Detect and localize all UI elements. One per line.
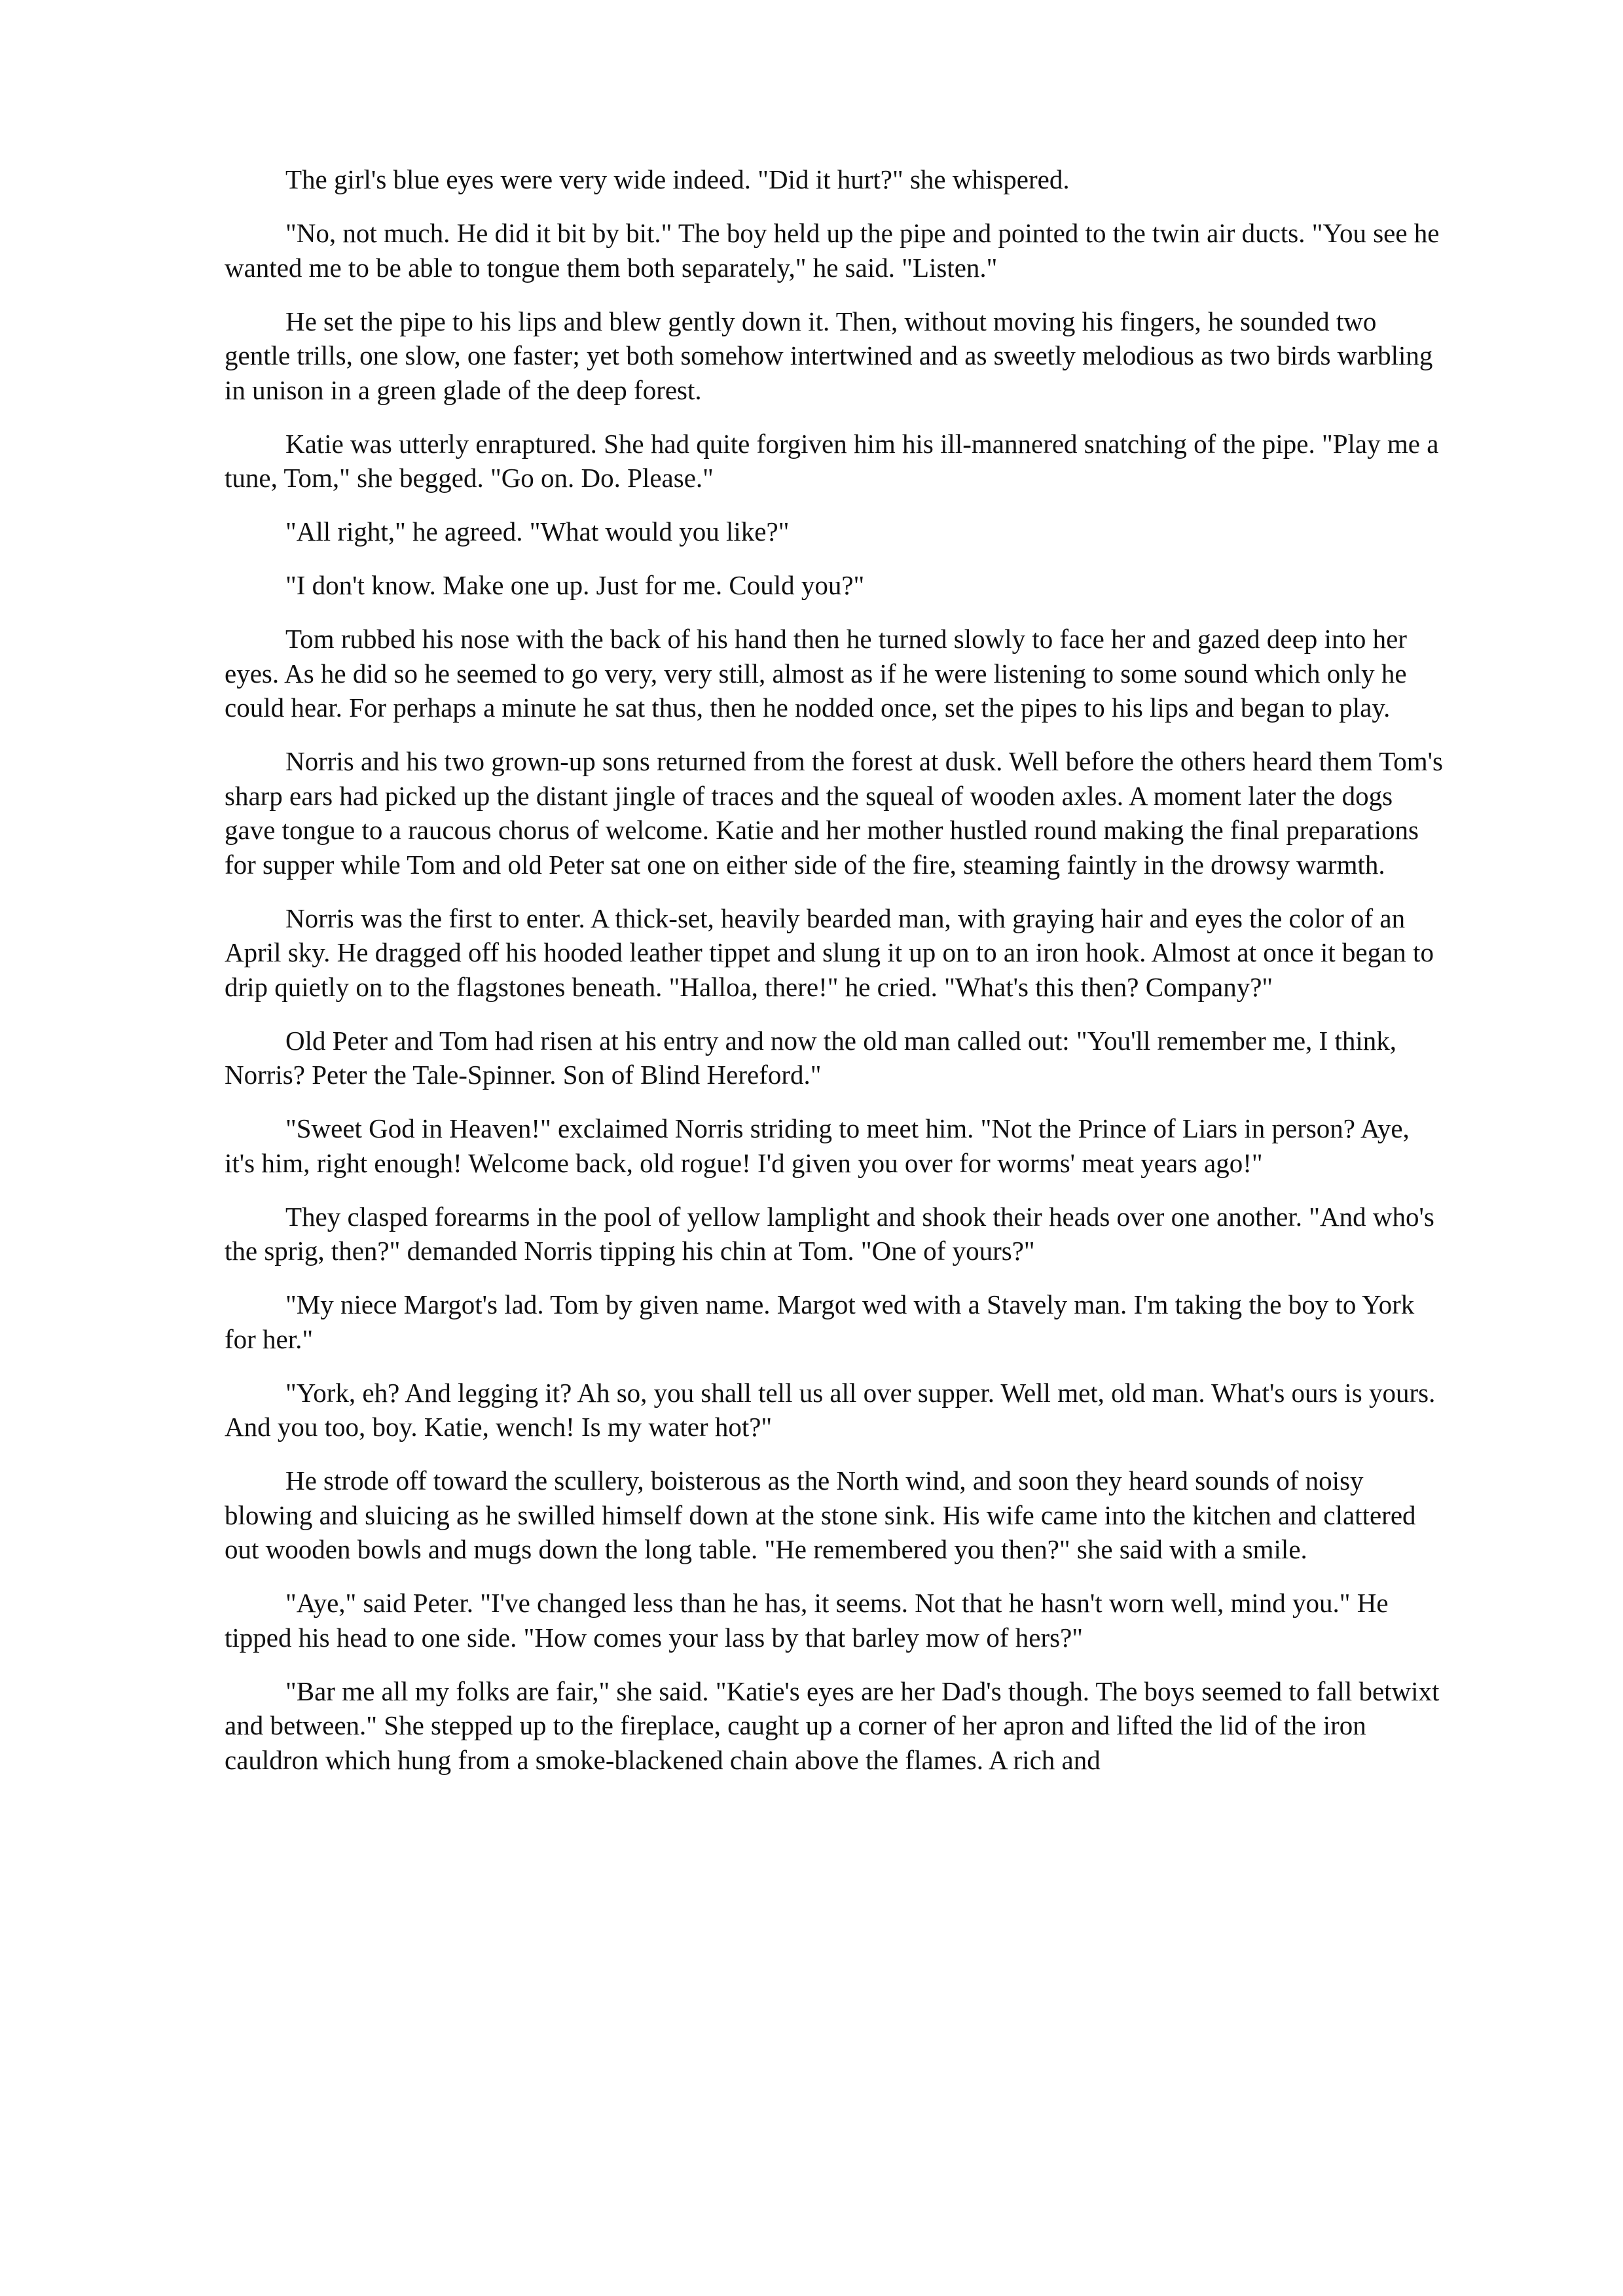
paragraph: Norris and his two grown-up sons returned from the forest at dusk. Well before the others heard them Tom's sharp ears had picked up the distant jingle of traces and the squeal of wooden axles. A moment later the dogs gave tongue to a raucous chorus of welcome. Katie and her mother hustled round making the final preparations for supper while Tom and old Peter sat one on either side of the fire, steaming faintly in the drowsy warmth. <box>225 746 1444 880</box>
paragraph: Old Peter and Tom had risen at his entry and now the old man called out: "You'll remember me, I think, Norris? Peter the Tale-Spinner. Son of Blind Hereford." <box>225 1025 1396 1090</box>
paragraph: Katie was utterly enraptured. She had quite forgiven him his ill-mannered snatching of the pipe. "Play me a tune, Tom," she begged. "Go on. Do. Please." <box>225 428 1439 493</box>
paragraph: Norris was the first to enter. A thick-set, heavily bearded man, with graying hair and eyes the color of an April sky. He dragged off his hooded leather tippet and slung it up on to an iron hook. Almost at once it began to drip quietly on to the flagstones beneath. "Halloa, there!" he cried. "What's this then? Company?" <box>225 903 1434 1002</box>
paragraph: "Sweet God in Heaven!" exclaimed Norris striding to meet him. "Not the Prince of Liars in person? Aye, it's him, right enough! Welcome back, old rogue! I'd given you over for worms' meat years ago!" <box>225 1113 1410 1178</box>
paragraph: "Bar me all my folks are fair," she said. "Katie's eyes are her Dad's though. The boys seemed to fall betwixt and between." She stepped up to the fireplace, caught up a corner of her apron and lifted the lid of the iron cauldron which hung from a smoke-blackened chain above the flames. A rich and <box>225 1676 1440 1775</box>
paragraph: "All right," he agreed. "What would you like?" <box>285 516 790 547</box>
paragraph: "Aye," said Peter. "I've changed less than he has, it seems. Not that he hasn't worn well, mind you." He tipped his head to one side. "How comes your lass by that barley mow of hers?" <box>225 1588 1389 1653</box>
paragraph: "My niece Margot's lad. Tom by given name. Margot wed with a Stavely man. I'm taking the boy to York for her." <box>225 1289 1415 1354</box>
paragraph: They clasped forearms in the pool of yellow lamplight and shook their heads over one another. "And who's the sprig, then?" demanded Norris tipping his chin at Tom. "One of yours?" <box>225 1201 1434 1266</box>
paragraph: "York, eh? And legging it? Ah so, you shall tell us all over supper. Well met, old man. What's ours is yours. And you too, boy. Katie, wench! Is my water hot?" <box>225 1377 1436 1442</box>
paragraph: He set the pipe to his lips and blew gently down it. Then, without moving his fingers, he sounded two gentle trills, one slow, one faster; yet both somehow intertwined and as sweetly melodious as two birds warbling in unison in a green glade of the deep forest. <box>225 306 1433 405</box>
paragraph: The girl's blue eyes were very wide indeed. "Did it hurt?" she whispered. <box>285 164 1070 194</box>
paragraph: Tom rubbed his nose with the back of his hand then he turned slowly to face her and gazed deep into her eyes. As he did so he seemed to go very, very still, almost as if he were listening to some sound which only he could hear. For perhaps a minute he sat thus, then he nodded once, set the pipes to his lips and began to play. <box>225 624 1407 723</box>
paragraph: He strode off toward the scullery, boisterous as the North wind, and soon they heard sounds of noisy blowing and sluicing as he swilled himself down at the stone sink. His wife came into the kitchen and clattered out wooden bowls and mugs down the long table. "He remembered you then?" she said with a smile. <box>225 1465 1416 1564</box>
document-page <box>225 162 1446 1797</box>
paragraph: "I don't know. Make one up. Just for me. Could you?" <box>285 570 865 600</box>
paragraph: "No, not much. He did it bit by bit." The boy held up the pipe and pointed to the twin air ducts. "You see he wanted me to be able to tongue them both separately," he said. "Listen." <box>225 218 1440 283</box>
